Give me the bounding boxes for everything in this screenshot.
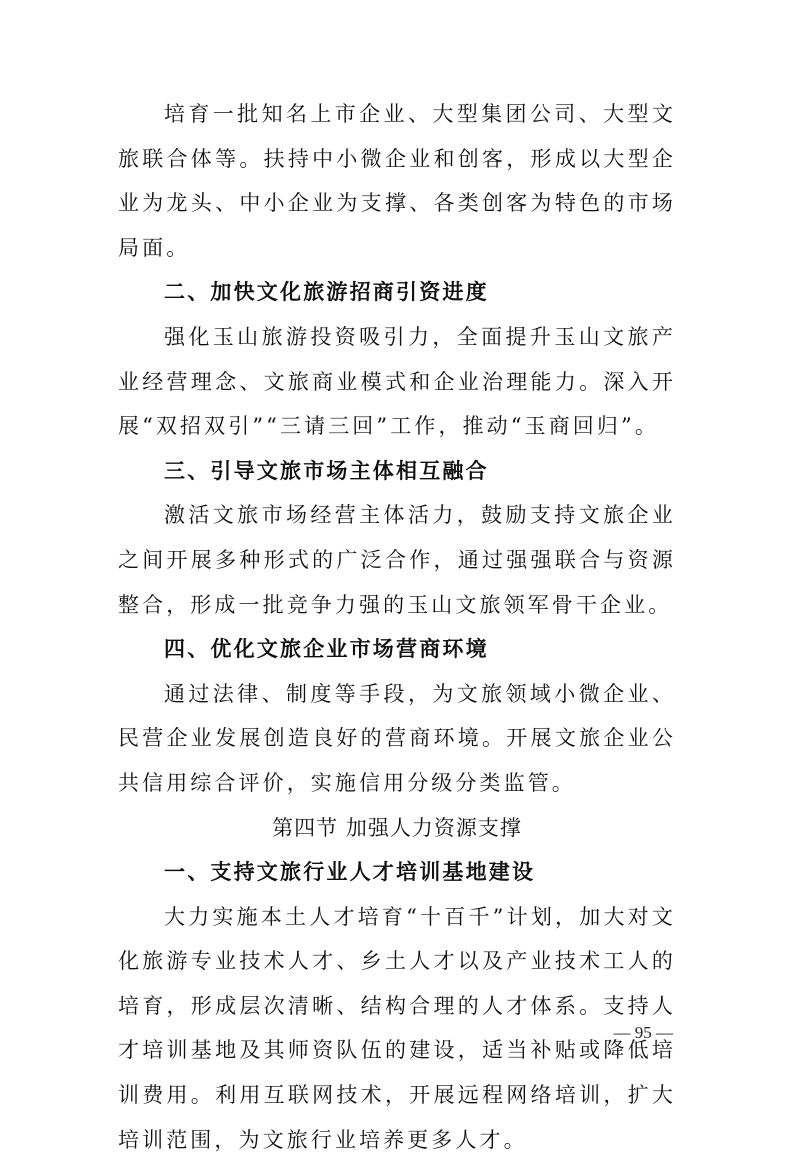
heading-talent-training: 一、支持文旅行业人才培训基地建设 bbox=[164, 860, 536, 885]
section-title-human-resources: 第四节 加强人力资源支撑 bbox=[272, 815, 522, 840]
page-number: — 95 — bbox=[613, 1023, 673, 1042]
paragraph-investment-attraction: 强化玉山旅游投资吸引力，全面提升玉山文旅产业经营理念、文旅商业模式和企业治理能力。深入开展“双招双引”“三请三回”工作，推动“玉商回归”。 bbox=[118, 324, 676, 439]
paragraph-market-integration: 激活文旅市场经营主体活力，鼓励支持文旅企业之间开展多种形式的广泛合作，通过强强联合与资源整合，形成一批竞争力强的玉山文旅领军骨干企业。 bbox=[118, 503, 676, 617]
paragraph-talent-training: 大力实施本土人才培育“十百千”计划，加大对文化旅游专业技术人才、乡土人才以及产业技术工人的培育，形成层次清晰、结构合理的人才体系。支持人才培训基地及其师资队伍的建设，适当补贴或降低培训费用。利用互联网技术，开展远程网络培训，扩大培训范围，为文旅行业培养更多人才。 bbox=[118, 904, 676, 1152]
paragraph-business-environment: 通过法律、制度等手段，为文旅领域小微企业、民营企业发展创造良好的营商环境。开展文旅企业公共信用综合评价，实施信用分级分类监管。 bbox=[118, 681, 676, 795]
heading-business-environment: 四、优化文旅企业市场营商环境 bbox=[164, 637, 489, 662]
heading-market-integration: 三、引导文旅市场主体相互融合 bbox=[164, 458, 489, 483]
document-body bbox=[118, 92, 676, 1162]
paragraph-enterprise-cultivation: 培育一批知名上市企业、大型集团公司、大型文旅联合体等。扶持中小微企业和创客，形成以大型企业为龙头、中小企业为支撑、各类创客为特色的市场局面。 bbox=[118, 102, 676, 260]
heading-investment-attraction: 二、加快文化旅游招商引资进度 bbox=[164, 280, 489, 305]
